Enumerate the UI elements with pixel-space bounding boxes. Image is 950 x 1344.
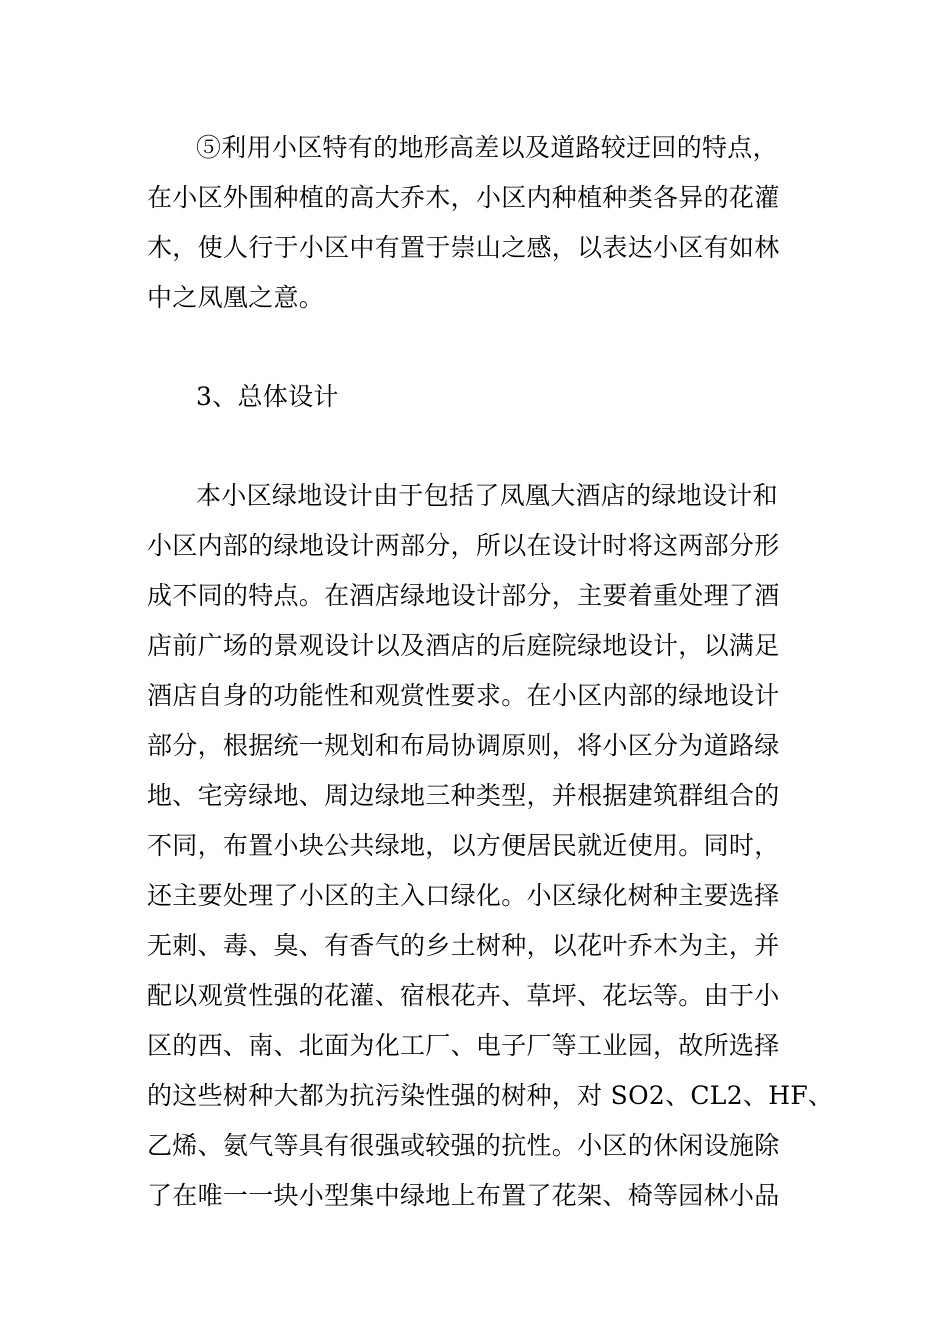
paragraph-2-line-9: 还主要处理了小区的主入口绿化。小区绿化树种主要选择	[147, 881, 780, 910]
paragraph-2-line-6: 部分，根据统一规划和布局协调原则，将小区分为道路绿	[147, 731, 780, 760]
paragraph-2-line-2: 小区内部的绿地设计两部分，所以在设计时将这两部分形	[147, 531, 780, 560]
section-heading: 3、总体设计	[196, 382, 339, 411]
paragraph-2-line-4: 店前广场的景观设计以及酒店的后庭院绿地设计，以满足	[147, 631, 780, 660]
paragraph-2-line-12: 区的西、南、北面为化工厂、电子厂等工业园，故所选择	[147, 1031, 780, 1060]
paragraph-2-line-5: 酒店自身的功能性和观赏性要求。在小区内部的绿地设计	[147, 681, 780, 710]
paragraph-2-line-7: 地、宅旁绿地、周边绿地三种类型，并根据建筑群组合的	[147, 781, 780, 810]
paragraph-2-line-10: 无刺、毒、臭、有香气的乡土树种，以花叶乔木为主，并	[147, 931, 780, 960]
paragraph-2-line-11: 配以观赏性强的花灌、宿根花卉、草坪、花坛等。由于小	[147, 981, 780, 1010]
paragraph-2-line-15: 了在唯一一块小型集中绿地上布置了花架、椅等园林小品	[147, 1181, 780, 1210]
paragraph-1-line-1: ⑤利用小区特有的地形高差以及道路较迂回的特点，	[196, 133, 778, 162]
paragraph-2-line-14: 乙烯、氨气等具有很强或较强的抗性。小区的休闲设施除	[147, 1131, 780, 1160]
paragraph-2-line-13: 的这些树种大都为抗污染性强的树种，对 SO2、CL2、HF、	[147, 1081, 834, 1110]
paragraph-1-line-3: 木，使人行于小区中有置于崇山之感，以表达小区有如林	[147, 233, 780, 262]
paragraph-2-line-8: 不同，布置小块公共绿地，以方便居民就近使用。同时，	[147, 831, 780, 860]
paragraph-1-line-2: 在小区外围种植的高大乔木，小区内种植种类各异的花灌	[147, 183, 780, 212]
paragraph-1-line-4: 中之凤凰之意。	[147, 283, 325, 312]
paragraph-2-line-3: 成不同的特点。在酒店绿地设计部分，主要着重处理了酒	[147, 581, 780, 610]
paragraph-2-line-1: 本小区绿地设计由于包括了凤凰大酒店的绿地设计和	[196, 481, 778, 510]
